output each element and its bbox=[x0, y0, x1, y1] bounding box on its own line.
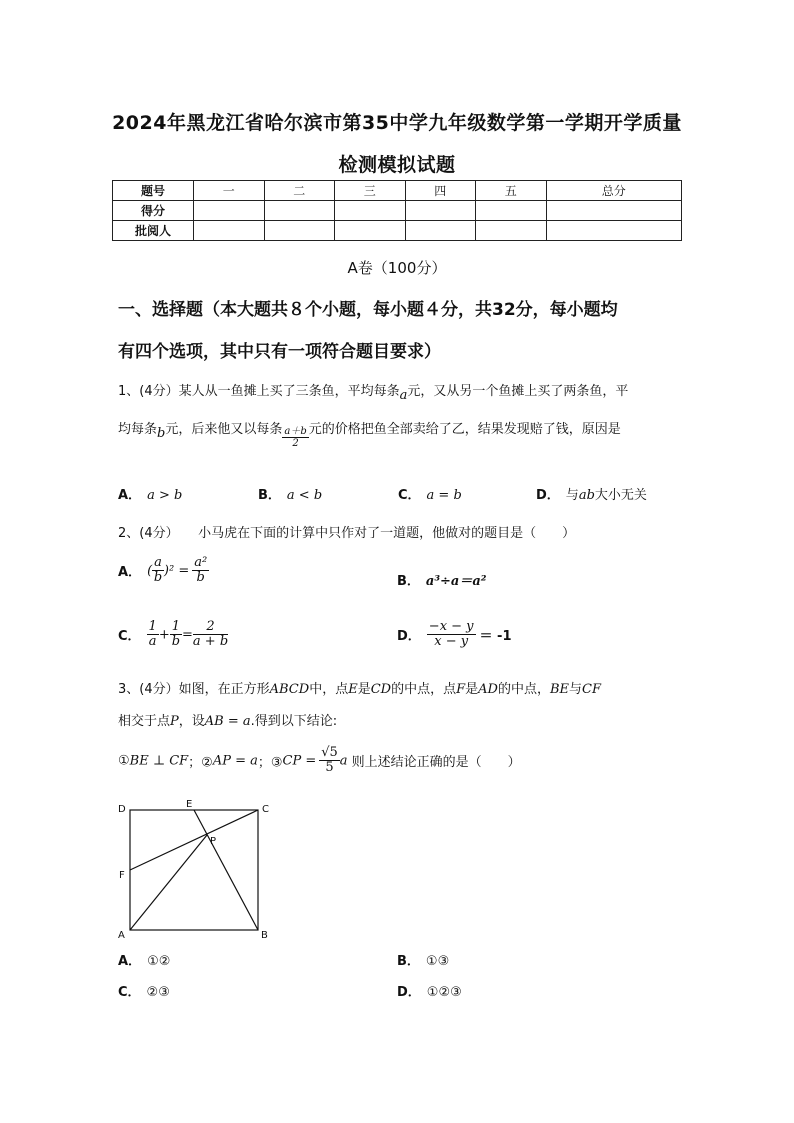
option-label: C． bbox=[118, 629, 141, 645]
q2-option-b[interactable] bbox=[397, 570, 486, 589]
q3-conclusions bbox=[118, 746, 521, 776]
point-label-c: C bbox=[262, 804, 269, 815]
frac-num: √5 bbox=[321, 745, 338, 760]
option-label: B． bbox=[397, 954, 420, 969]
q3-option-b[interactable] bbox=[397, 950, 449, 969]
score-table-header: 总分 bbox=[546, 181, 682, 201]
q3-text: ；② bbox=[188, 755, 213, 771]
square-abcd bbox=[130, 810, 258, 930]
option-text: ①② bbox=[147, 954, 171, 969]
point-label-e: E bbox=[186, 799, 193, 810]
q3-text: ① bbox=[118, 753, 130, 769]
option-label: A． bbox=[118, 954, 142, 969]
q1-text: 元的价格把鱼全部卖给了乙，结果发现赔了钱，原因是 bbox=[308, 422, 621, 437]
frac-den: b bbox=[196, 570, 205, 586]
q1-text: 1、(4分）某人从一鱼摊上买了三条鱼，平均每条 bbox=[118, 384, 400, 399]
frac-num: 1 bbox=[148, 619, 157, 634]
q1-option-a[interactable] bbox=[118, 484, 182, 503]
option-text: 大小无关 bbox=[594, 488, 647, 503]
score-table-header-row bbox=[113, 181, 682, 201]
q1-text: 均每条 bbox=[118, 422, 158, 437]
frac-den: b bbox=[171, 634, 181, 650]
score-cell bbox=[335, 221, 406, 241]
q1-stem-line2 bbox=[118, 418, 621, 449]
q1-frac-num: a＋b bbox=[284, 426, 307, 437]
option-text: )² = bbox=[163, 563, 190, 579]
segment-cf bbox=[130, 810, 258, 870]
q3-text: 中，点 bbox=[309, 682, 349, 697]
option-text: 与 bbox=[565, 488, 579, 503]
q2-option-a[interactable] bbox=[118, 556, 209, 586]
score-table-header: 三 bbox=[335, 181, 406, 201]
q3-option-d[interactable] bbox=[397, 981, 462, 1000]
frac-den: b bbox=[153, 570, 163, 586]
frac-den: a + b bbox=[192, 634, 229, 650]
q3-math: BE ⊥ CF bbox=[129, 753, 189, 769]
score-cell bbox=[405, 201, 476, 221]
option-fraction bbox=[192, 556, 209, 586]
q3-text: 3、(4分）如图，在正方形 bbox=[118, 682, 270, 697]
q3-stem-line1 bbox=[118, 678, 601, 697]
q1-option-b[interactable] bbox=[258, 484, 322, 503]
option-fraction bbox=[170, 620, 182, 650]
score-cell bbox=[476, 221, 547, 241]
point-label-d: D bbox=[118, 804, 126, 815]
option-label: B． bbox=[397, 574, 420, 589]
segment-be bbox=[194, 810, 258, 930]
score-table-header: 四 bbox=[405, 181, 476, 201]
volume-label: A卷（100分） bbox=[347, 259, 447, 277]
q3-var: ABCD bbox=[269, 682, 310, 697]
option-label: A． bbox=[118, 488, 142, 503]
page-title-line2: 检测模拟试题 bbox=[338, 154, 456, 176]
q3-var: CF bbox=[582, 682, 602, 697]
score-table-row bbox=[113, 201, 682, 221]
option-fraction bbox=[152, 556, 164, 586]
option-text: a < b bbox=[286, 488, 323, 503]
page-title-line1: 2024年黑龙江省哈尔滨市第35中学九年级数学第一学期开学质量 bbox=[112, 112, 682, 134]
score-table bbox=[112, 180, 682, 241]
q3-text: 则上述结论正确的是（ ） bbox=[351, 755, 521, 771]
score-table-row bbox=[113, 221, 682, 241]
q3-text: ；③ bbox=[257, 755, 283, 771]
option-text: a = b bbox=[426, 488, 462, 503]
option-label: A． bbox=[118, 565, 142, 581]
option-text: ①②③ bbox=[426, 985, 462, 1000]
q3-option-a[interactable] bbox=[118, 950, 170, 969]
q3-text: 与 bbox=[569, 682, 583, 697]
q3-math: AP = a bbox=[212, 753, 258, 769]
q3-math: a bbox=[339, 753, 348, 769]
q1-frac-den: 2 bbox=[292, 438, 299, 449]
square-figure bbox=[110, 796, 280, 942]
q2-option-d[interactable] bbox=[397, 620, 512, 650]
q1-option-c[interactable] bbox=[398, 484, 462, 503]
frac-num: a bbox=[154, 555, 162, 570]
q3-math: CP = bbox=[282, 753, 317, 769]
q3-var: P bbox=[170, 714, 179, 729]
q3-text: 是 bbox=[357, 682, 371, 697]
frac-num: 1 bbox=[171, 619, 181, 634]
score-cell bbox=[264, 201, 335, 221]
score-row-label: 得分 bbox=[113, 201, 194, 221]
section-heading-line2: 有四个选项，其中只有一项符合题目要求） bbox=[118, 342, 441, 362]
score-cell bbox=[194, 201, 265, 221]
score-table-header: 二 bbox=[264, 181, 335, 201]
q3-var: BE bbox=[549, 682, 570, 697]
option-fraction bbox=[427, 620, 476, 650]
option-label: D． bbox=[536, 488, 560, 503]
q1-stem-line1 bbox=[118, 380, 629, 403]
option-label: D． bbox=[397, 985, 421, 1000]
operator: = bbox=[182, 627, 193, 643]
option-text: ②③ bbox=[146, 985, 170, 1000]
score-row-label: 批阅人 bbox=[113, 221, 194, 241]
paren: ( bbox=[147, 563, 153, 579]
score-cell bbox=[546, 221, 682, 241]
option-label: B． bbox=[258, 488, 281, 503]
q2-option-c[interactable] bbox=[118, 620, 228, 650]
point-label-b: B bbox=[261, 930, 268, 941]
q3-var: E bbox=[348, 682, 358, 697]
frac-den: x − y bbox=[434, 634, 469, 650]
option-label: C． bbox=[118, 985, 141, 1000]
section-heading-line1: 一、选择题（本大题共８个小题，每小题４分，共32分，每小题均 bbox=[118, 300, 618, 320]
score-table-header: 一 bbox=[194, 181, 265, 201]
option-text: ①③ bbox=[425, 954, 450, 969]
point-label-p: P bbox=[210, 836, 217, 847]
q3-text: .得到以下结论: bbox=[250, 714, 338, 729]
q3-var: F bbox=[456, 682, 466, 697]
frac-num: a² bbox=[194, 555, 208, 570]
q1-fraction bbox=[282, 426, 308, 449]
q3-text: 相交于点 bbox=[118, 714, 171, 729]
q3-text: ，设 bbox=[178, 714, 205, 729]
option-label: D． bbox=[397, 629, 421, 645]
score-cell bbox=[476, 201, 547, 221]
q3-stem-line2 bbox=[118, 710, 337, 729]
point-label-f: F bbox=[119, 870, 125, 881]
frac-num: 2 bbox=[193, 620, 228, 635]
q1-var-b: b bbox=[157, 426, 166, 441]
score-table-header: 题号 bbox=[113, 181, 194, 201]
score-cell bbox=[405, 221, 476, 241]
q1-var-a: a bbox=[399, 388, 408, 403]
option-text: a³÷a＝a² bbox=[425, 574, 487, 589]
score-cell bbox=[194, 221, 265, 241]
q3-option-c[interactable] bbox=[118, 981, 170, 1000]
frac-den: 5 bbox=[325, 760, 334, 776]
score-cell bbox=[546, 201, 682, 221]
q3-var: CD bbox=[370, 682, 392, 697]
q2-stem: 2、(4分） 小马虎在下面的计算中只作对了一道题，他做对的题目是（ ） bbox=[118, 526, 576, 541]
q1-option-d[interactable] bbox=[536, 484, 647, 503]
q1-text: 元，后来他又以每条 bbox=[165, 422, 283, 437]
q3-fraction bbox=[319, 746, 340, 776]
operator: + bbox=[158, 627, 170, 643]
score-cell bbox=[264, 221, 335, 241]
score-table-header: 五 bbox=[476, 181, 547, 201]
option-text: ＝ -1 bbox=[479, 629, 512, 645]
q3-var: AB = a bbox=[204, 714, 251, 729]
option-label: C． bbox=[398, 488, 421, 503]
frac-den: a bbox=[148, 634, 157, 650]
frac-num: −x − y bbox=[428, 619, 474, 634]
q3-text: 是 bbox=[465, 682, 479, 697]
option-var: ab bbox=[578, 488, 595, 503]
option-text: a > b bbox=[147, 488, 183, 503]
q3-var: AD bbox=[478, 682, 498, 697]
option-fraction bbox=[193, 620, 228, 650]
option-fraction bbox=[147, 620, 159, 650]
q1-text: 元，又从另一个鱼摊上买了两条鱼，平 bbox=[407, 384, 629, 399]
score-cell bbox=[335, 201, 406, 221]
segment-ap bbox=[130, 835, 207, 930]
q3-text: 的中点，点 bbox=[391, 682, 457, 697]
q3-text: 的中点， bbox=[497, 682, 550, 697]
point-label-a: A bbox=[118, 930, 125, 941]
